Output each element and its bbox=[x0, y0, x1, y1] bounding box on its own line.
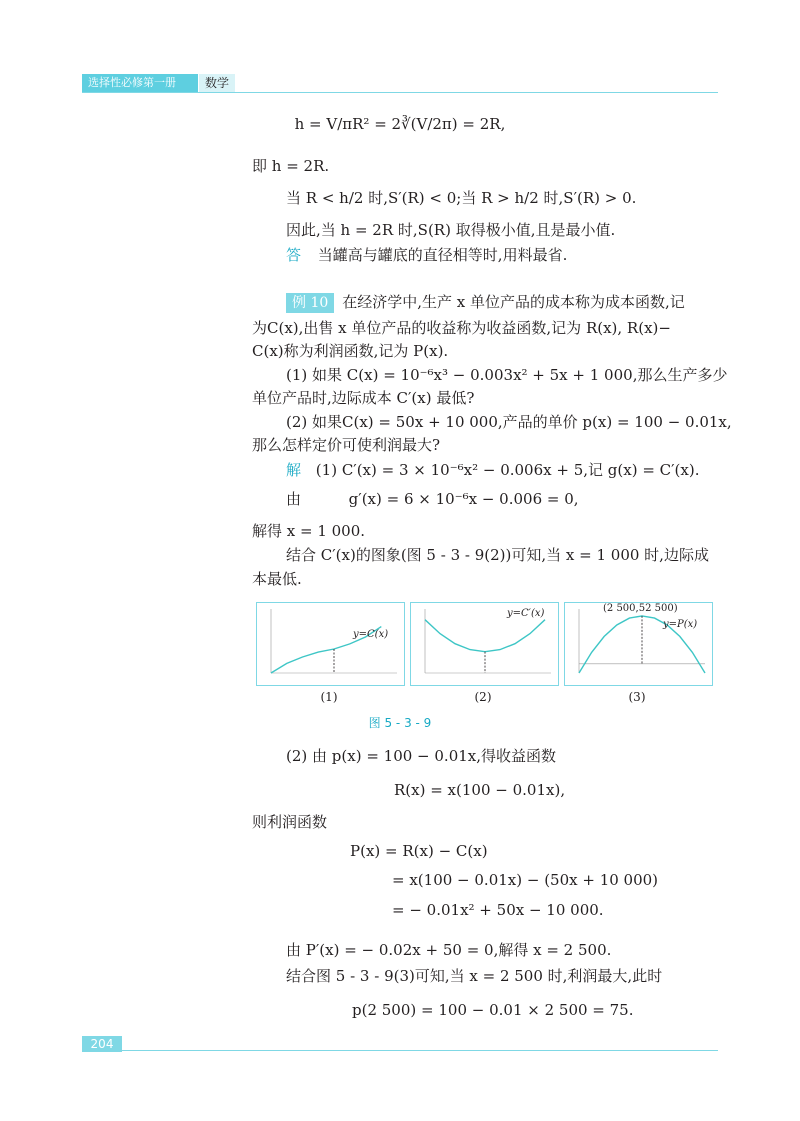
curve-label-3: y=P(x) bbox=[663, 619, 698, 630]
text-line-08: C(x)称为利润函数,记为 P(x). bbox=[252, 342, 449, 360]
text-line-07: 为C(x),出售 x 单位产品的收益称为收益函数,记为 R(x), R(x)− bbox=[252, 319, 671, 337]
text-line-04: 因此,当 h = 2R 时,S(R) 取得极小值,且是最小值. bbox=[286, 221, 616, 239]
chart-caption-3: (3) bbox=[628, 690, 646, 704]
text-line-18: (2) 由 p(x) = 100 − 0.01x,得收益函数 bbox=[286, 747, 557, 765]
chart-panel-3 bbox=[564, 602, 713, 686]
subject-tab: 数学 bbox=[199, 74, 235, 92]
text-line-25: 结合图 5 - 3 - 9(3)可知,当 x = 2 500 时,利润最大,此时 bbox=[286, 967, 663, 985]
page-number: 204 bbox=[82, 1036, 122, 1052]
chart-3-svg bbox=[565, 603, 712, 685]
text-line-03: 当 R < h/2 时,S′(R) < 0;当 R > h/2 时,S′(R) > 0. bbox=[286, 189, 637, 207]
chart-caption-2: (2) bbox=[474, 690, 492, 704]
curve-label-1: y=C(x) bbox=[353, 629, 389, 640]
answer-text: 当罐高与罐底的直径相等时,用料最省. bbox=[317, 246, 568, 264]
formula-R: R(x) = x(100 − 0.01x), bbox=[394, 781, 566, 799]
book-title-tab: 选择性必修第一册 bbox=[82, 74, 198, 92]
solution-text: (1) C′(x) = 3 × 10⁻⁶x² − 0.006x + 5,记 g(x) = C′(x). bbox=[315, 461, 700, 479]
peak-point-label: (2 500,52 500) bbox=[603, 603, 678, 614]
chart-caption-1: (1) bbox=[320, 690, 338, 704]
chart-2-svg bbox=[411, 603, 558, 685]
text-line-11: (2) 如果C(x) = 50x + 10 000,产品的单价 p(x) = 100 − 0.01x, bbox=[286, 413, 732, 431]
example-label: 例 10 bbox=[286, 293, 334, 313]
example-text: 在经济学中,生产 x 单位产品的成本称为成本函数,记 bbox=[342, 293, 685, 311]
text-line-10: 单位产品时,边际成本 C′(x) 最低? bbox=[252, 389, 475, 407]
text-line-15: 解得 x = 1 000. bbox=[252, 522, 366, 540]
answer-label: 答 bbox=[286, 246, 302, 264]
formula-h: h = V/πR² = 2∛(V/2π) = 2R, bbox=[294, 115, 506, 133]
text-line-12: 那么怎样定价可使利润最大? bbox=[252, 436, 441, 454]
text-line-14: 由 g′(x) = 6 × 10⁻⁶x − 0.006 = 0, bbox=[286, 490, 579, 508]
header-rule bbox=[82, 92, 718, 93]
figure-title: 图 5 - 3 - 9 bbox=[368, 716, 432, 730]
text-line-16: 结合 C′(x)的图象(图 5 - 3 - 9(2))可知,当 x = 1 000 时,边际成 bbox=[286, 546, 709, 564]
formula-P-3: = − 0.01x² + 50x − 10 000. bbox=[392, 901, 604, 919]
text-line-02: 即 h = 2R. bbox=[252, 157, 330, 175]
formula-price: p(2 500) = 100 − 0.01 × 2 500 = 75. bbox=[352, 1001, 634, 1019]
chart-1-svg bbox=[257, 603, 404, 685]
chart-panel-1 bbox=[256, 602, 405, 686]
formula-P-1: P(x) = R(x) − C(x) bbox=[350, 842, 488, 860]
series-line-2 bbox=[425, 620, 545, 652]
text-line-24: 由 P′(x) = − 0.02x + 50 = 0,解得 x = 2 500. bbox=[286, 941, 612, 959]
answer-line bbox=[286, 245, 567, 265]
formula-P-2: = x(100 − 0.01x) − (50x + 10 000) bbox=[392, 871, 659, 889]
text-line-20: 则利润函数 bbox=[252, 813, 328, 831]
chart-panel-2 bbox=[410, 602, 559, 686]
text-line-09: (1) 如果 C(x) = 10⁻⁶x³ − 0.003x² + 5x + 1 000,那么生产多少 bbox=[286, 366, 728, 384]
text-line-17: 本最低. bbox=[252, 570, 302, 588]
solution-label: 解 bbox=[286, 461, 302, 479]
example-heading bbox=[286, 292, 685, 313]
footer-rule bbox=[122, 1050, 718, 1051]
solution-line bbox=[286, 460, 699, 480]
curve-label-2: y=C′(x) bbox=[507, 608, 545, 619]
